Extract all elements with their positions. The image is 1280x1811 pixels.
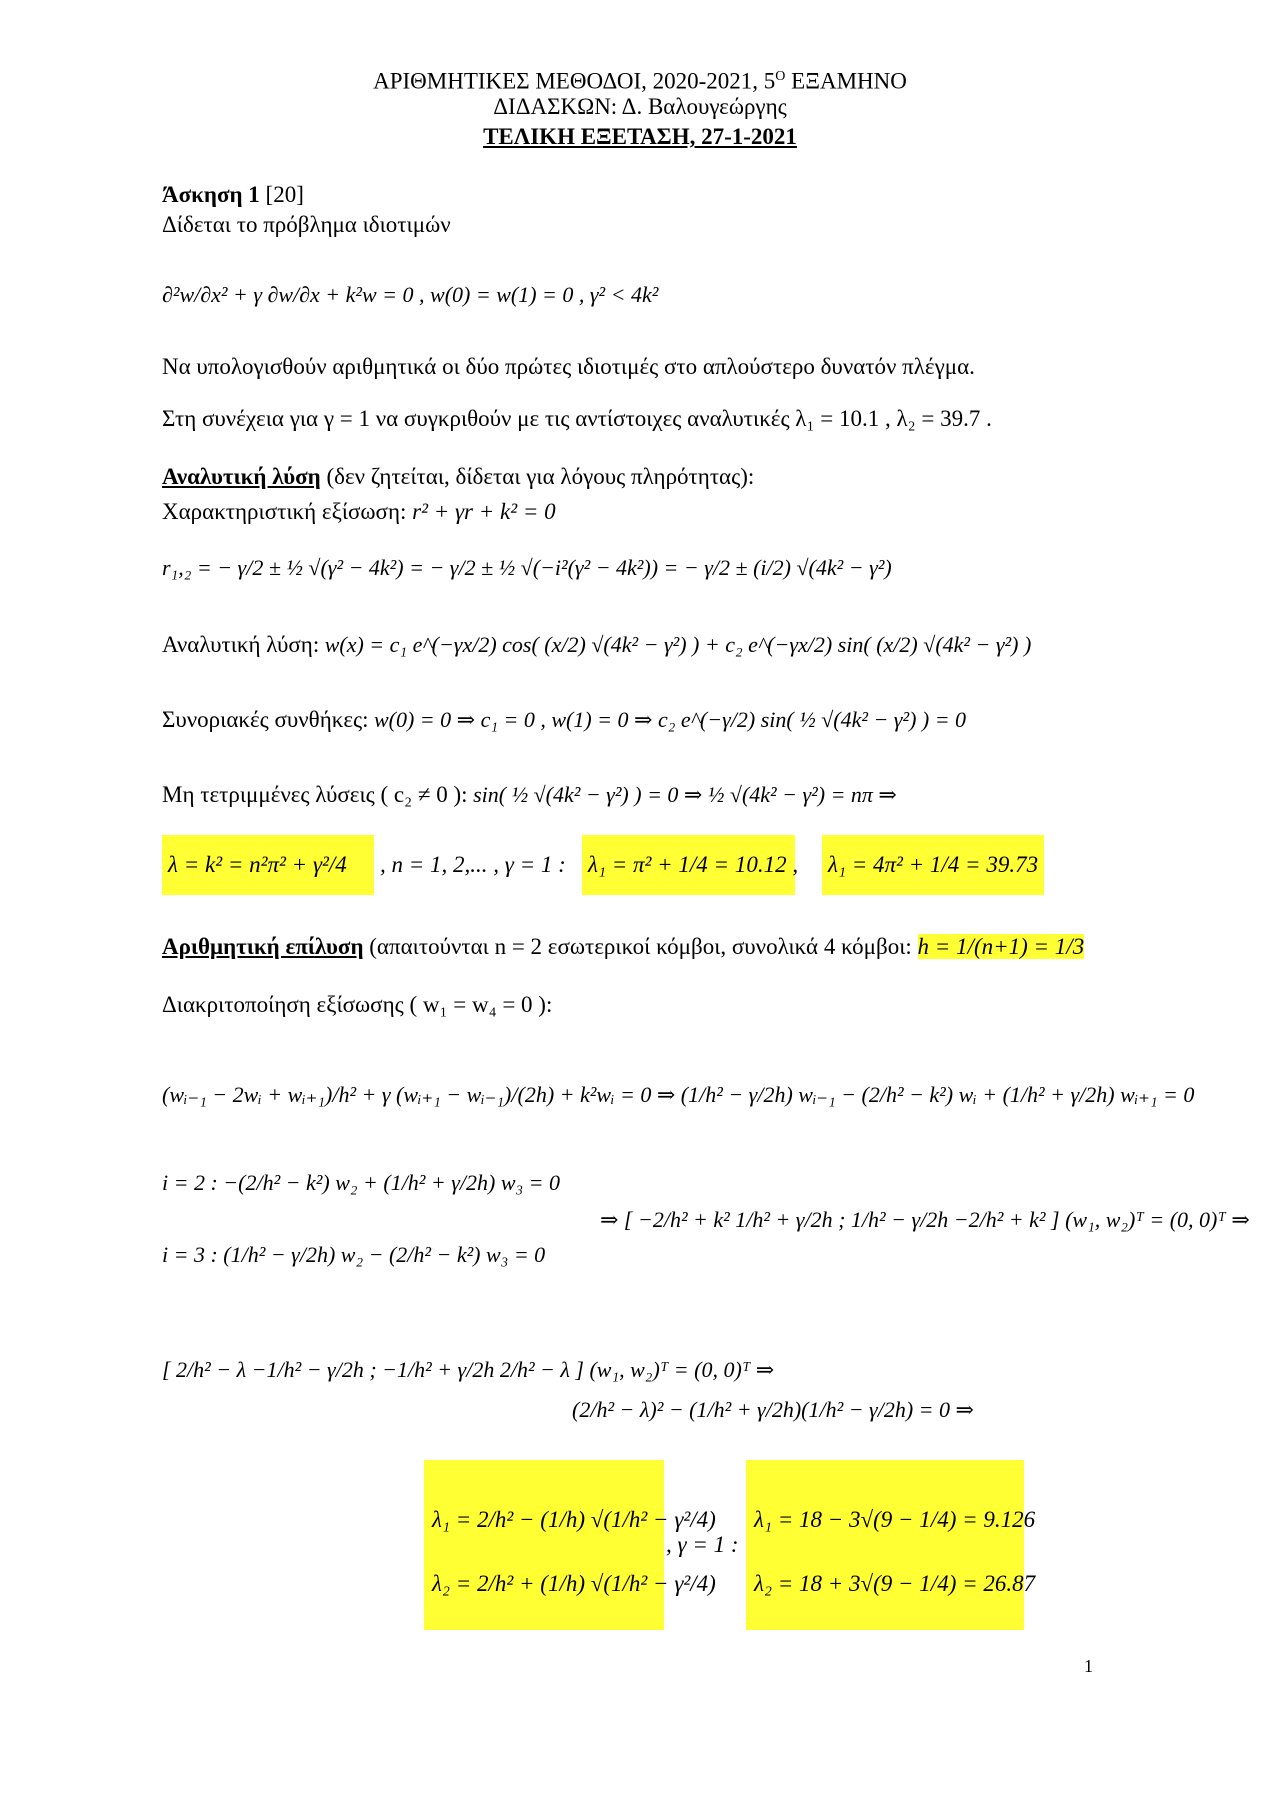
page-number: 1 <box>1084 1656 1093 1676</box>
system-matrix <box>162 1205 1250 1235</box>
numeric-heading <box>162 932 1084 962</box>
system-matrix-text: ⇒ [ −2/h² + k² 1/h² + γ/2h ; 1/h² − γ/2h −2/h² + k² ] (w₁, w₂)ᵀ = (0, 0)ᵀ ⇒ <box>600 1207 1250 1232</box>
analytic-lambda1-highlight: λ₁ = π² + 1/4 = 10.12 , <box>582 835 795 895</box>
characteristic-roots: r₁,₂ = − γ/2 ± ½ √(γ² − 4k²) = − γ/2 ± ½ √(−i²(γ² − 4k²)) = − γ/2 ± (i/2) √(4k² − γ²) <box>162 555 892 580</box>
numeric-lambda2-formula: λ₂ = 2/h² + (1/h) √(1/h² − γ²/4) <box>432 1571 716 1596</box>
nontrivial-formula: sin( ½ √(4k² − γ²) ) = 0 ⇒ ½ √(4k² − γ²) = nπ ⇒ <box>467 782 897 807</box>
analytic-heading-title: Αναλυτική λύση <box>162 464 321 489</box>
exercise-title: Άσκηση 1 <box>162 182 260 207</box>
node-i2-equation: i = 2 : −(2/h² − k²) w₂ + (1/h² + γ/2h) w₃ = 0 <box>162 1170 561 1195</box>
discretized-equation: (wᵢ₋₁ − 2wᵢ + wᵢ₊₁)/h² + γ (wᵢ₊₁ − wᵢ₋₁)/(2h) + k²wᵢ = 0 ⇒ (1/h² − γ/2h) wᵢ₋₁ − (2/h² − k²) wᵢ + (1/h² + γ/2h) wᵢ₊₁ = 0 <box>162 1082 1195 1107</box>
numeric-lambda-values-highlight <box>746 1460 1036 1630</box>
nontrivial-label: Μη τετριμμένες λύσεις ( c₂ ≠ 0 ): <box>162 782 468 807</box>
exercise-heading <box>162 180 304 210</box>
exam-title <box>0 122 1280 152</box>
eigen-matrix: [ 2/h² − λ −1/h² − γ/2h ; −1/h² + γ/2h 2/h² − λ ] (w₁, w₂)ᵀ = (0, 0)ᵀ ⇒ <box>162 1357 775 1382</box>
characteristic-equation <box>162 497 556 527</box>
analytic-heading <box>162 462 754 492</box>
course-title-end: ΕΞΑΜΗΝΟ <box>785 68 907 94</box>
eigen-problem-equation: ∂²w/∂x² + γ ∂w/∂x + k²w = 0 , w(0) = w(1) = 0 , γ² < 4k² <box>162 282 659 307</box>
exam-title-text: ΤΕΛΙΚΗ ΕΞΕΤΑΣΗ, 27-1-2021 <box>483 124 797 149</box>
exercise-intro: Δίδεται το πρόβλημα ιδιοτιμών <box>162 212 451 237</box>
numeric-heading-title: Αριθμητική επίλυση <box>162 934 364 959</box>
discretization-label: Διακριτοποίηση εξίσωσης ( w₁ = w₄ = 0 ): <box>162 992 553 1017</box>
course-title-text: ΑΡΙΘΜΗΤΙΚΕΣ ΜΕΘΟΔΟΙ, 2020-2021, 5 <box>373 68 776 94</box>
numeric-lambda1-formula: λ₁ = 2/h² − (1/h) √(1/h² − γ²/4) <box>432 1507 716 1532</box>
semester-superscript: Ο <box>775 69 786 84</box>
comparison-statement: Στη συνέχεια για γ = 1 να συγκριθούν με τις αντίστοιχες αναλυτικές λ₁ = 10.1 , λ₂ = 39.7 . <box>162 406 992 431</box>
gamma-value-note: , γ = 1 : <box>666 1532 739 1557</box>
boundary-conditions-formula: w(0) = 0 ⇒ c₁ = 0 , w(1) = 0 ⇒ c₂ e^(−γ/2) sin( ½ √(4k² − γ²) ) = 0 <box>368 707 967 732</box>
task-statement: Να υπολογισθούν αριθμητικά οι δύο πρώτες ιδιοτιμές στο απλούστερο δυνατόν πλέγμα. <box>162 354 975 379</box>
node-i3-equation: i = 3 : (1/h² − γ/2h) w₂ − (2/h² − k²) w₃ = 0 <box>162 1242 546 1267</box>
grid-spacing-highlight: h = 1/(n+1) = 1/3 <box>917 934 1085 959</box>
characteristic-label: Χαρακτηριστική εξίσωση: <box>162 499 407 524</box>
instructor-line: ΔΙΔΑΣΚΩΝ: Δ. Βαλουγεώργης <box>493 94 787 119</box>
characteristic-polynomial-text: (2/h² − λ)² − (1/h² + γ/2h)(1/h² − γ/2h) = 0 ⇒ <box>572 1397 974 1422</box>
numeric-lambda1-value: λ₁ = 18 − 3√(9 − 1/4) = 9.126 <box>754 1507 1036 1532</box>
analytic-lambda2-highlight: λ₁ = 4π² + 1/4 = 39.73 <box>822 835 1044 895</box>
analytic-solution <box>162 630 1031 660</box>
characteristic-polynomial <box>162 1395 974 1425</box>
numeric-heading-note: (απαιτούνται n = 2 εσωτερικοί κόμβοι, συνολικά 4 κόμβοι: <box>363 934 912 959</box>
exercise-points: [20] <box>259 182 304 207</box>
characteristic-formula: r² + γr + k² = 0 <box>406 499 556 524</box>
analytic-heading-note: (δεν ζητείται, δίδεται για λόγους πληρότητας): <box>320 464 755 489</box>
boundary-conditions <box>162 705 966 735</box>
analytic-solution-label: Αναλυτική λύση: <box>162 632 320 657</box>
eigenvalue-condition: , n = 1, 2,... , γ = 1 : <box>380 852 566 877</box>
numeric-lambda2-value: λ₂ = 18 + 3√(9 − 1/4) = 26.87 <box>754 1571 1036 1596</box>
analytic-solution-formula: w(x) = c₁ e^(−γx/2) cos( (x/2) √(4k² − γ²) ) + c₂ e^(−γx/2) sin( (x/2) √(4k² − γ²) ) <box>319 632 1032 657</box>
boundary-conditions-label: Συνοριακές συνθήκες: <box>162 707 369 732</box>
eigenvalue-formula-highlight: λ = k² = n²π² + γ²/4 <box>162 835 374 895</box>
nontrivial-solutions <box>162 780 897 810</box>
